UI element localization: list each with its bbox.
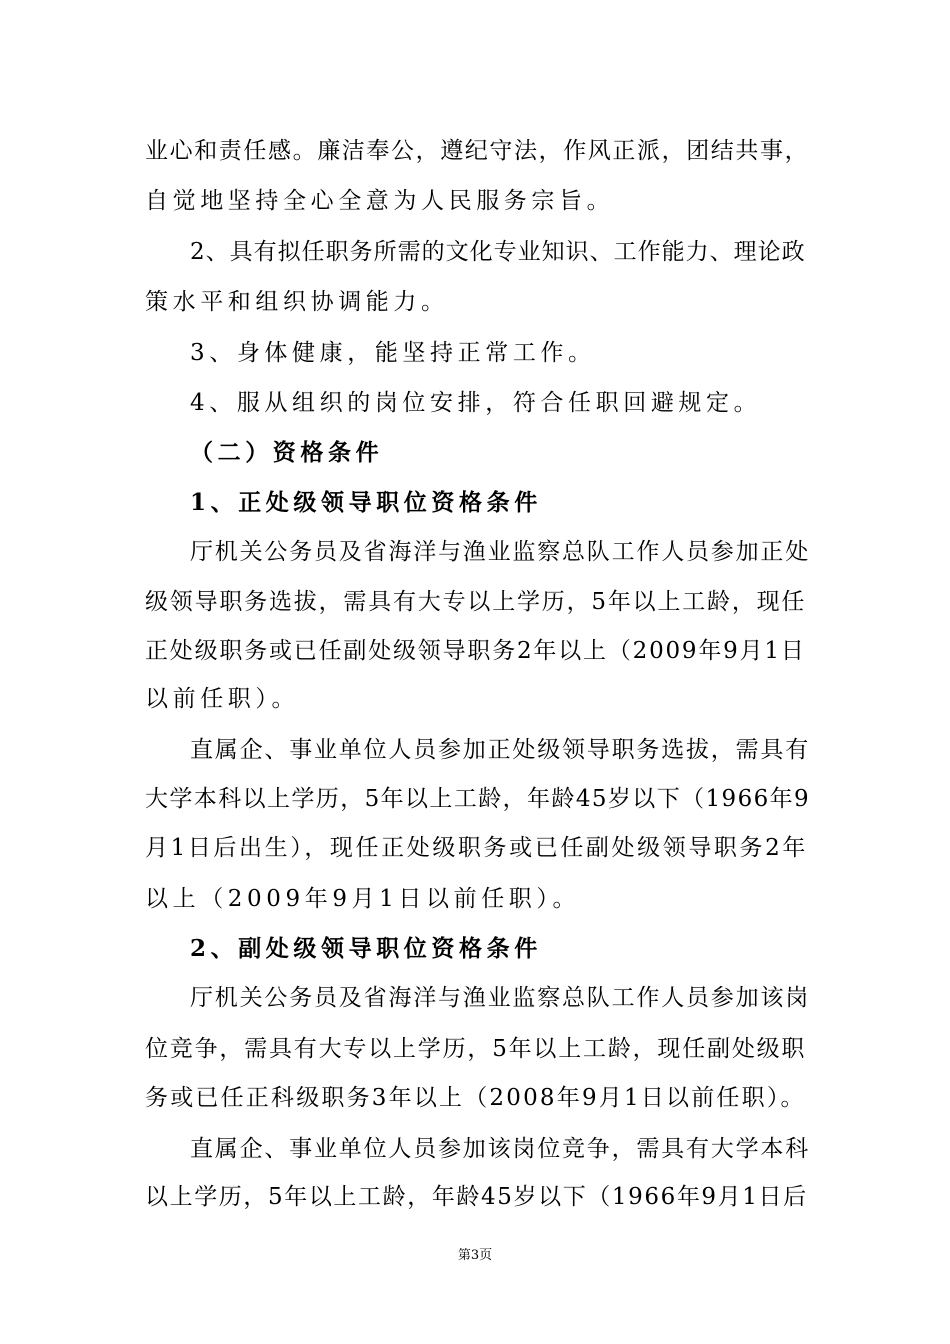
body-text-line: 策水平和组织协调能力。 [145,289,449,315]
body-text-line: 自觉地坚持全心全意为人民服务宗旨。 [145,188,615,214]
body-text-line: 3、身体健康，能坚持正常工作。 [190,340,596,366]
page-number: 第3页 [457,1248,493,1263]
body-text-line: 大学本科以上学历，5年以上工龄，年龄45岁以下（1966年9 [145,786,811,812]
body-text-line: 业心和责任感。廉洁奉公，遵纪守法，作风正派，团结共事， [145,138,810,164]
body-text-line: 位竞争，需具有大专以上学历，5年以上工龄，现任副处级职 [145,1036,807,1062]
body-text-line: 以前任职）。 [145,686,300,712]
body-text-line: 正处级职务或已任副处级领导职务2年以上（2009年9月1日 [145,638,806,664]
section-heading: （二）资格条件 [190,439,384,466]
body-text-line: 以上学历，5年以上工龄，年龄45岁以下（1966年9月1日后 [145,1184,808,1210]
body-text-line: 以上（2009年9月1日以前任职）。 [145,886,581,912]
body-text-line: 厅机关公务员及省海洋与渔业监察总队工作人员参加正处 [190,539,810,565]
body-text-line: 直属企、事业单位人员参加正处级领导职务选拔，需具有 [190,737,810,763]
body-text-line: 厅机关公务员及省海洋与渔业监察总队工作人员参加该岗 [190,985,810,1011]
body-text-line: 级领导职务选拔，需具有大专以上学历，5年以上工龄，现任 [145,589,807,615]
subsection-heading: 2、副处级领导职位资格条件 [190,935,542,962]
body-text-line: 4、服从组织的岗位安排，符合任职回避规定。 [190,390,762,416]
body-text-line: 2、具有拟任职务所需的文化专业知识、工作能力、理论政 [190,239,806,265]
subsection-heading: 1、正处级领导职位资格条件 [190,489,542,516]
body-text-line: 直属企、事业单位人员参加该岗位竞争，需具有大学本科 [190,1136,810,1162]
body-text-line: 务或已任正科级职务3年以上（2008年9月1日以前任职）。 [145,1085,806,1111]
body-text-line: 月1日后出生），现任正处级职务或已任副处级领导职务2年 [145,835,808,861]
